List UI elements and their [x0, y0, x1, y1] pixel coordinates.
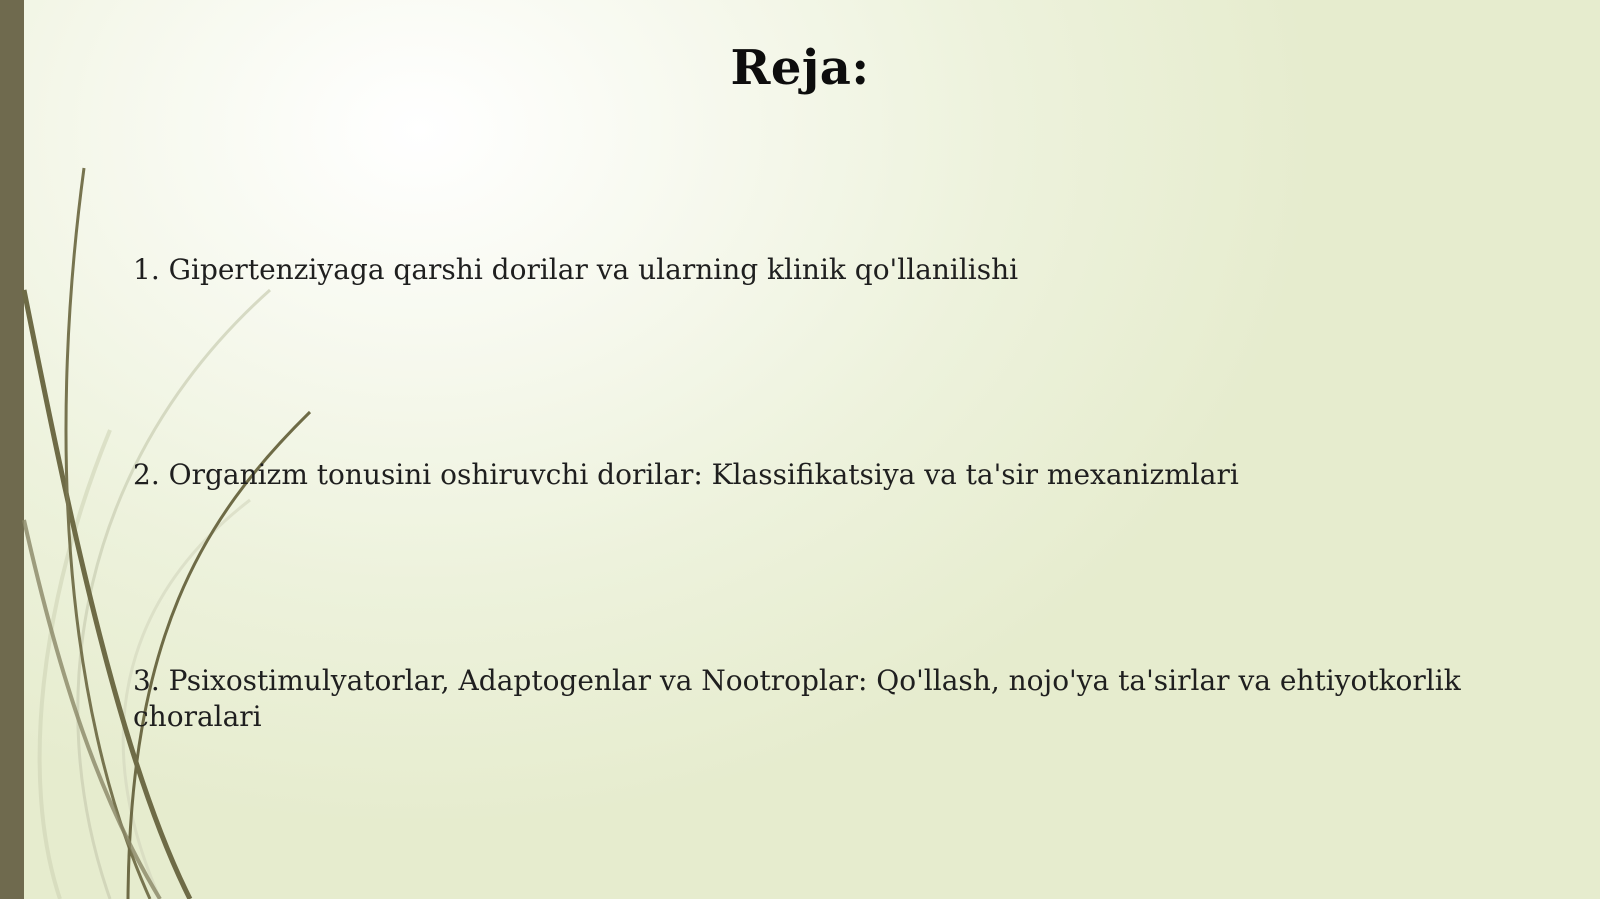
- left-accent-bar: [0, 0, 24, 899]
- grass-blade-faint-3: [40, 430, 110, 899]
- slide-title: Reja:: [730, 40, 870, 96]
- plan-item-3: 3. Psixostimulyatorlar, Adaptogenlar va Nootroplar: Qo'llash, nojo'ya ta'sirlar va ehtiyotkorlik choralari: [133, 664, 1461, 733]
- plan-item-1: 1. Gipertenziyaga qarshi dorilar va ularning klinik qo'llanilishi: [133, 253, 1019, 286]
- grass-blade-1: [24, 290, 190, 899]
- plan-item-2: 2. Organizm tonusini oshiruvchi dorilar: Klassifikatsiya va ta'sir mexanizmlari: [133, 458, 1239, 491]
- grass-blade-faint-1: [78, 290, 270, 899]
